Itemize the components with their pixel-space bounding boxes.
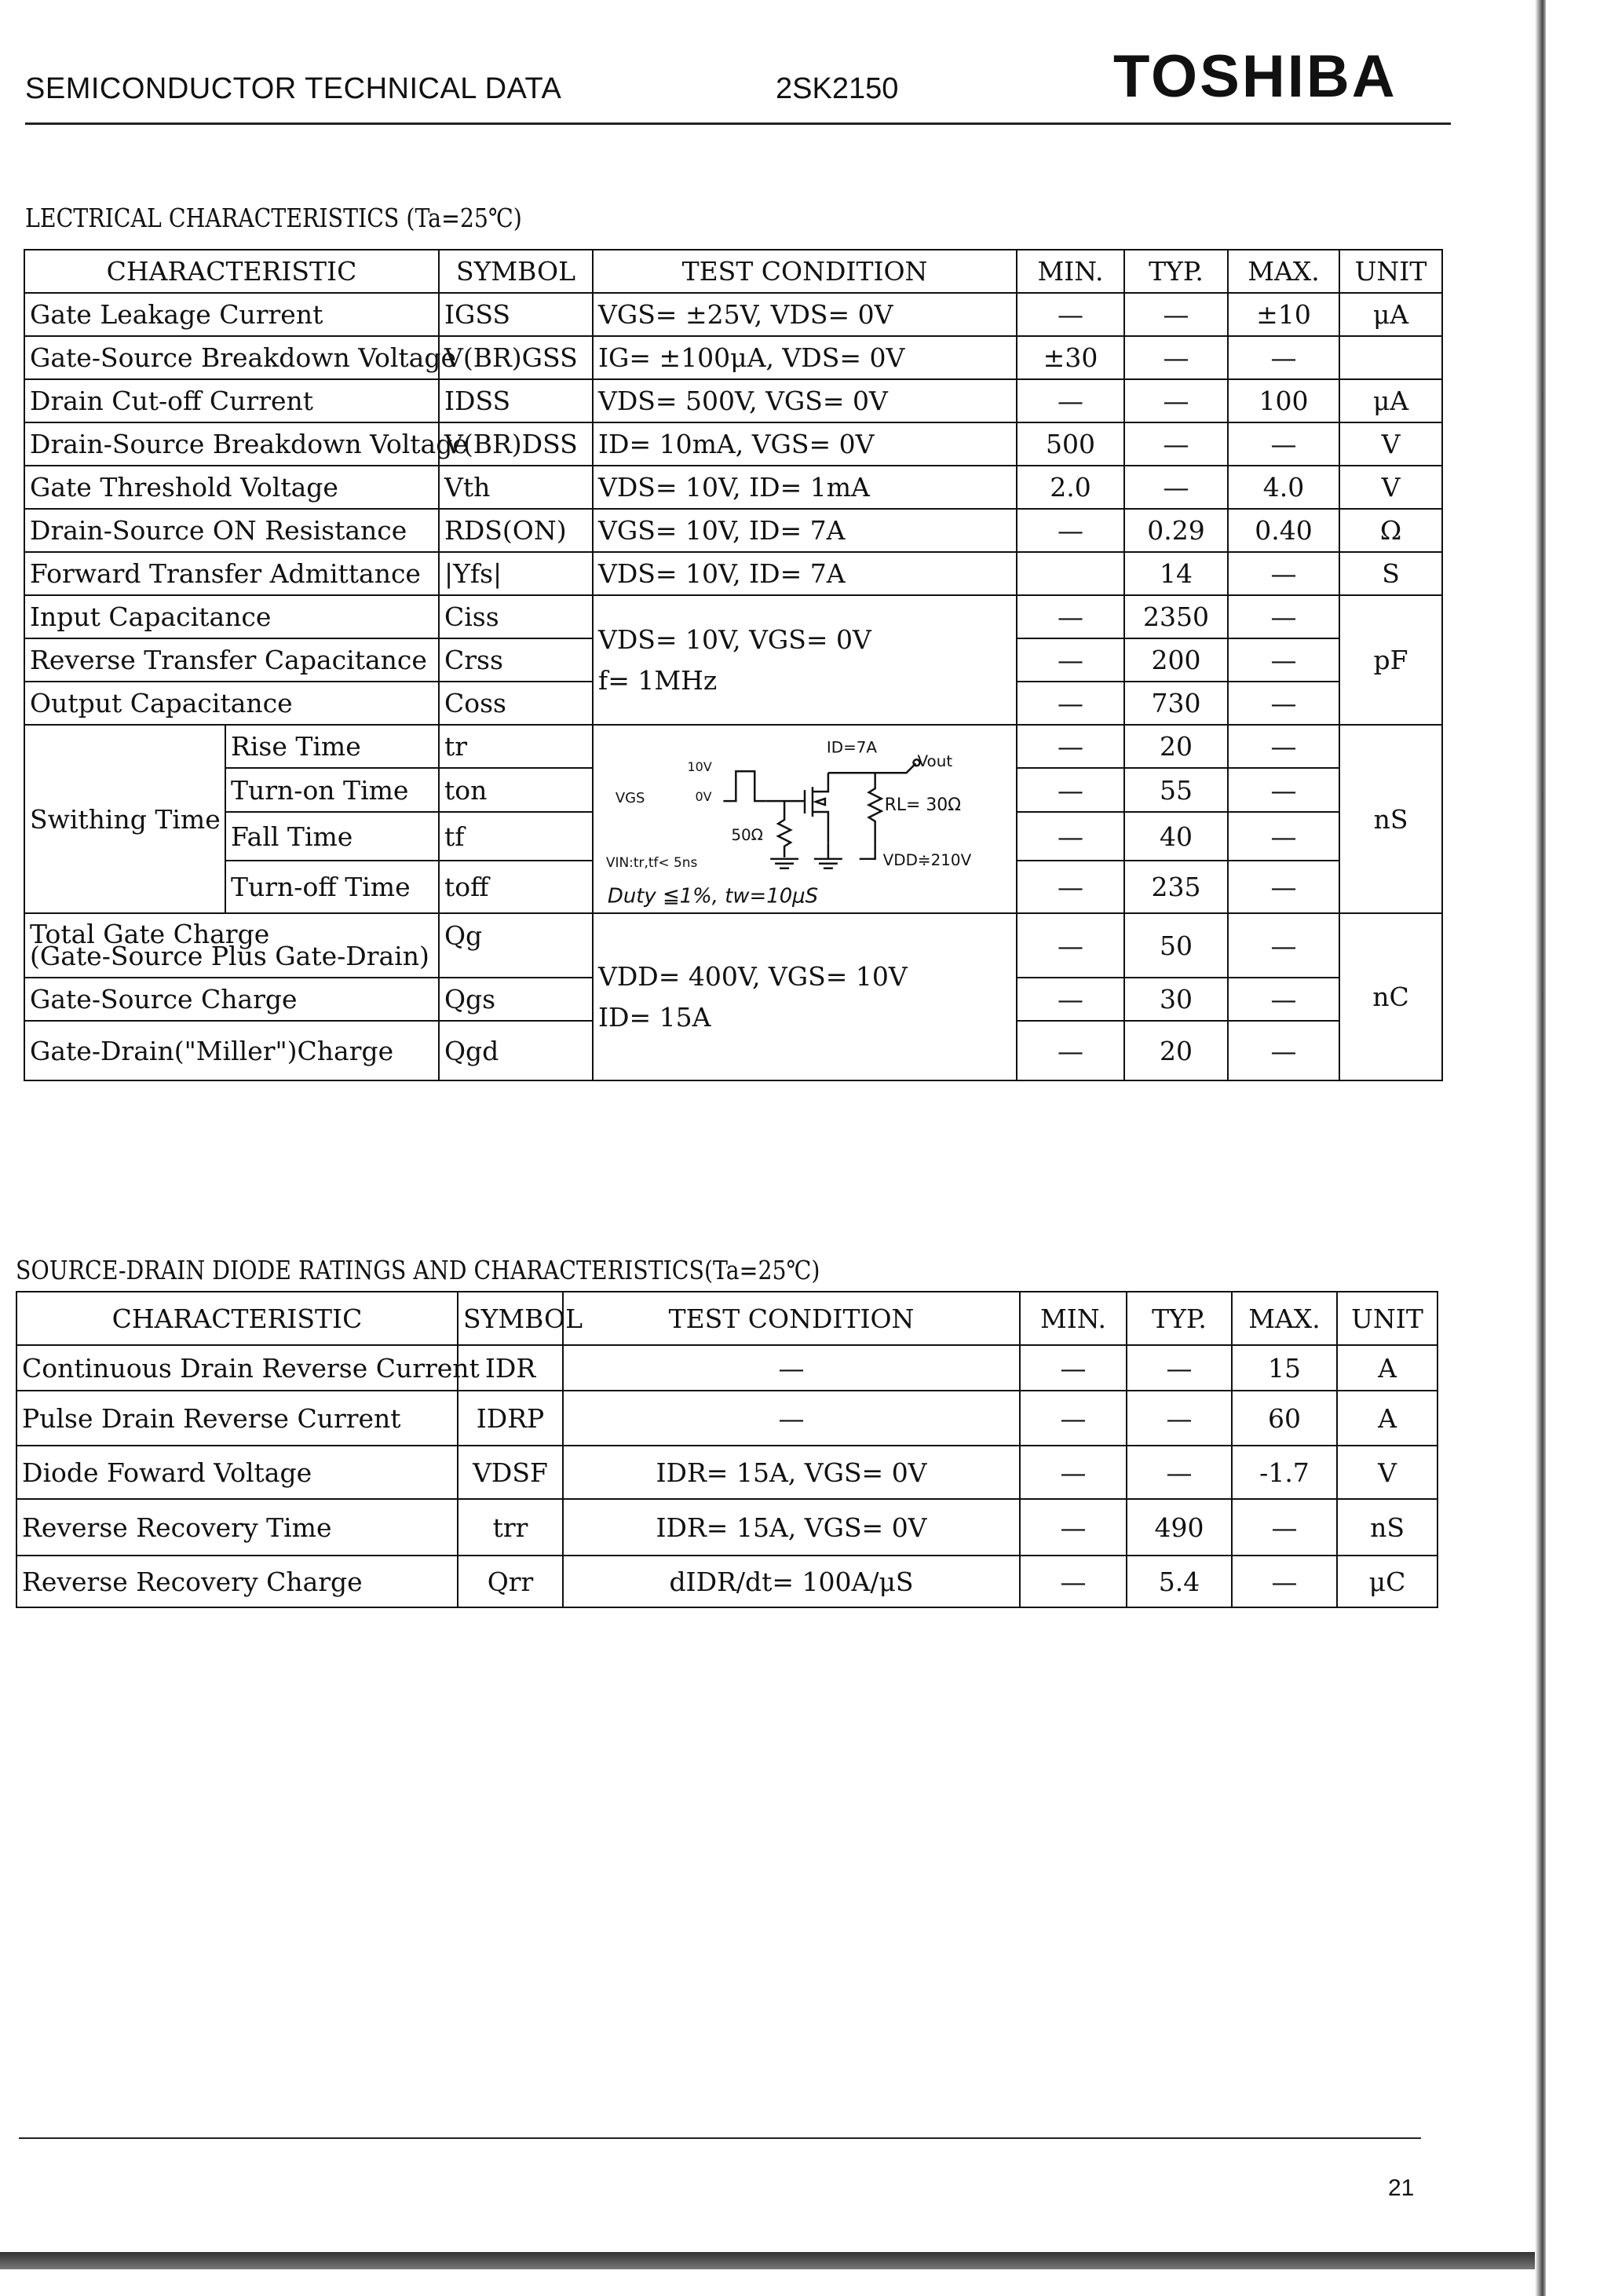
typ-cell: 14 xyxy=(1124,552,1228,595)
characteristic-cell: Fall Time xyxy=(225,812,439,861)
max-cell: — xyxy=(1228,682,1339,725)
characteristic-cell: Forward Transfer Admittance xyxy=(24,552,439,595)
max-cell: 60 xyxy=(1232,1391,1337,1446)
min-cell: — xyxy=(1020,1391,1127,1446)
condition-line: ID= 15A xyxy=(598,1001,711,1033)
symbol-cell: Vth xyxy=(439,466,593,509)
capacitance-condition-cell xyxy=(593,595,1017,725)
min-cell: — xyxy=(1017,978,1124,1021)
table-row xyxy=(16,1556,1438,1607)
characteristic-cell: Reverse Recovery Charge xyxy=(16,1556,458,1607)
table-row xyxy=(24,725,1442,768)
table-row xyxy=(24,552,1442,595)
col-header-symbol: SYMBOL xyxy=(458,1292,563,1345)
unit-cell: μC xyxy=(1337,1556,1438,1607)
max-cell: — xyxy=(1228,978,1339,1021)
typ-cell: 0.29 xyxy=(1124,509,1228,552)
min-cell: 500 xyxy=(1017,422,1124,466)
condition-cell: — xyxy=(563,1345,1020,1391)
typ-cell: — xyxy=(1127,1345,1232,1391)
condition-cell: VDS= 500V, VGS= 0V xyxy=(593,379,1017,422)
typ-cell: — xyxy=(1124,293,1228,336)
symbol-cell: toff xyxy=(439,861,593,913)
characteristic-cell: Drain-Source ON Resistance xyxy=(24,509,439,552)
source-wire xyxy=(828,843,875,859)
symbol-cell: VDSF xyxy=(458,1446,563,1499)
min-cell: — xyxy=(1017,768,1124,811)
characteristic-cell: Gate-Drain("Miller")Charge xyxy=(24,1021,439,1080)
table-row xyxy=(24,336,1442,379)
col-header-symbol: SYMBOL xyxy=(439,250,593,293)
diode-section-title: SOURCE-DRAIN DIODE RATINGS AND CHARACTERISTICS(Ta=25℃) xyxy=(16,1255,820,1285)
unit-cell: V xyxy=(1339,422,1442,466)
min-cell: — xyxy=(1020,1446,1127,1499)
unit-cell: pF xyxy=(1339,595,1442,725)
table-row xyxy=(16,1391,1438,1446)
col-header-test-condition: TEST CONDITION xyxy=(563,1292,1020,1345)
min-cell: — xyxy=(1020,1345,1127,1391)
max-cell: — xyxy=(1228,913,1339,978)
unit-cell: μA xyxy=(1339,379,1442,422)
col-header-characteristic: CHARACTERISTIC xyxy=(16,1292,458,1345)
pulse-high-label: 10V xyxy=(687,759,712,775)
drain-wire xyxy=(828,763,916,773)
characteristic-cell: Gate-Source Breakdown Voltage xyxy=(24,336,439,379)
condition-cell: ID= 10mA, VGS= 0V xyxy=(593,422,1017,466)
characteristic-cell: Gate Leakage Current xyxy=(24,293,439,336)
max-cell: — xyxy=(1228,861,1339,913)
min-cell: — xyxy=(1017,379,1124,422)
min-cell: — xyxy=(1017,595,1124,638)
typ-cell: 200 xyxy=(1124,638,1228,682)
min-cell: — xyxy=(1017,293,1124,336)
condition-cell: VDS= 10V, ID= 1mA xyxy=(593,466,1017,509)
typ-cell: — xyxy=(1124,466,1228,509)
vout-terminal xyxy=(913,759,919,766)
document-title: SEMICONDUCTOR TECHNICAL DATA xyxy=(25,72,562,105)
max-cell: — xyxy=(1228,725,1339,768)
max-cell: 4.0 xyxy=(1228,466,1339,509)
condition-line: VDD= 400V, VGS= 10V xyxy=(598,960,908,992)
unit-cell: μA xyxy=(1339,293,1442,336)
characteristic-cell: Gate Threshold Voltage xyxy=(24,466,439,509)
load-resistor xyxy=(869,773,882,843)
unit-cell: nC xyxy=(1339,913,1442,1080)
vgs-label: VGS xyxy=(615,790,645,807)
condition-cell: dIDR/dt= 100A/μS xyxy=(563,1556,1020,1607)
unit-cell: A xyxy=(1337,1391,1438,1446)
table-row xyxy=(24,293,1442,336)
condition-line: VDS= 10V, VGS= 0V xyxy=(598,623,871,655)
unit-cell: S xyxy=(1339,552,1442,595)
unit-cell xyxy=(1339,336,1442,379)
min-cell: — xyxy=(1020,1499,1127,1556)
condition-cell: IDR= 15A, VGS= 0V xyxy=(563,1446,1020,1499)
typ-cell: 5.4 xyxy=(1127,1556,1232,1607)
min-cell xyxy=(1017,552,1124,595)
min-cell: — xyxy=(1017,509,1124,552)
unit-cell: nS xyxy=(1339,725,1442,913)
max-cell: — xyxy=(1232,1556,1337,1607)
typ-cell: 40 xyxy=(1124,812,1228,861)
col-header-min: MIN. xyxy=(1017,250,1124,293)
unit-cell: V xyxy=(1337,1446,1438,1499)
max-cell: — xyxy=(1228,812,1339,861)
symbol-cell: IDR xyxy=(458,1345,563,1391)
min-cell: — xyxy=(1020,1556,1127,1607)
typ-cell: 20 xyxy=(1124,1021,1228,1080)
max-cell: — xyxy=(1228,1021,1339,1080)
max-cell: — xyxy=(1228,336,1339,379)
switching-test-circuit-diagram xyxy=(594,726,1016,912)
min-cell: — xyxy=(1017,913,1124,978)
electrical-section-title: LECTRICAL CHARACTERISTICS (Ta=25℃) xyxy=(25,203,522,233)
symbol-cell: V(BR)GSS xyxy=(439,336,593,379)
characteristic-cell: Drain-Source Breakdown Voltage xyxy=(24,422,439,466)
table-row xyxy=(24,422,1442,466)
col-header-max: MAX. xyxy=(1232,1292,1337,1345)
scan-border-bottom xyxy=(0,2252,1543,2269)
min-cell: — xyxy=(1017,812,1124,861)
typ-cell: — xyxy=(1124,422,1228,466)
typ-cell: — xyxy=(1124,379,1228,422)
typ-cell: 490 xyxy=(1127,1499,1232,1556)
table-row xyxy=(24,466,1442,509)
max-cell: — xyxy=(1228,552,1339,595)
gate-resistor xyxy=(778,801,791,857)
duty-label: Duty ≦1%, tw=10μS xyxy=(607,884,819,909)
max-cell: 15 xyxy=(1232,1345,1337,1391)
source-drain-diode-table xyxy=(16,1291,1438,1608)
characteristic-line: (Gate-Source Plus Gate-Drain) xyxy=(30,941,429,971)
symbol-cell: IGSS xyxy=(439,293,593,336)
characteristic-cell: Turn-on Time xyxy=(225,768,439,811)
condition-line: f= 1MHz xyxy=(598,664,718,696)
symbol-cell: IDSS xyxy=(439,379,593,422)
typ-cell: 30 xyxy=(1124,978,1228,1021)
table-row xyxy=(24,595,1442,638)
part-number: 2SK2150 xyxy=(776,72,899,105)
min-cell: — xyxy=(1017,861,1124,913)
characteristic-line: Total Gate Charge xyxy=(30,919,270,949)
symbol-cell: Qgd xyxy=(439,1021,593,1080)
col-header-characteristic: CHARACTERISTIC xyxy=(24,250,439,293)
max-cell: — xyxy=(1228,638,1339,682)
col-header-test-condition: TEST CONDITION xyxy=(593,250,1017,293)
page-number: 21 xyxy=(1388,2175,1415,2201)
symbol-cell: IDRP xyxy=(458,1391,563,1446)
symbol-cell: |Yfs| xyxy=(439,552,593,595)
max-cell: — xyxy=(1228,595,1339,638)
unit-cell: V xyxy=(1339,466,1442,509)
condition-cell: IDR= 15A, VGS= 0V xyxy=(563,1499,1020,1556)
typ-cell: — xyxy=(1127,1391,1232,1446)
typ-cell: 2350 xyxy=(1124,595,1228,638)
id-label: ID=7A xyxy=(826,738,878,757)
table-row xyxy=(16,1446,1438,1499)
col-header-typ: TYP. xyxy=(1124,250,1228,293)
electrical-characteristics-table xyxy=(24,249,1443,1081)
col-header-min: MIN. xyxy=(1020,1292,1127,1345)
characteristic-cell: Diode Foward Voltage xyxy=(16,1446,458,1499)
typ-cell: 55 xyxy=(1124,768,1228,811)
min-cell: ±30 xyxy=(1017,336,1124,379)
min-cell: 2.0 xyxy=(1017,466,1124,509)
rl-label: RL= 30Ω xyxy=(884,795,961,816)
characteristic-cell: Pulse Drain Reverse Current xyxy=(16,1391,458,1446)
switching-circuit-cell xyxy=(593,725,1017,913)
unit-cell: Ω xyxy=(1339,509,1442,552)
mosfet-symbol xyxy=(805,773,828,843)
table-row xyxy=(16,1345,1438,1391)
typ-cell: — xyxy=(1127,1446,1232,1499)
max-cell: — xyxy=(1228,768,1339,811)
typ-cell: — xyxy=(1124,336,1228,379)
max-cell: — xyxy=(1228,422,1339,466)
vdd-label: VDD≑210V xyxy=(882,850,972,869)
max-cell: 100 xyxy=(1228,379,1339,422)
symbol-cell: ton xyxy=(439,768,593,811)
symbol-cell: Qg xyxy=(439,913,593,978)
symbol-cell: Ciss xyxy=(439,595,593,638)
characteristic-cell: Output Capacitance xyxy=(24,682,439,725)
symbol-cell: V(BR)DSS xyxy=(439,422,593,466)
scan-border-right xyxy=(1535,0,1546,2296)
symbol-cell: Crss xyxy=(439,638,593,682)
characteristic-cell: Input Capacitance xyxy=(24,595,439,638)
table-row xyxy=(16,1499,1438,1556)
characteristic-cell: Turn-off Time xyxy=(225,861,439,913)
table-header-row xyxy=(16,1292,1438,1345)
symbol-cell: tf xyxy=(439,812,593,861)
characteristic-cell: Reverse Transfer Capacitance xyxy=(24,638,439,682)
gate-pulse-symbol xyxy=(723,771,765,801)
characteristic-cell: Gate-Source Charge xyxy=(24,978,439,1021)
characteristic-cell: Rise Time xyxy=(225,725,439,768)
col-header-unit: UNIT xyxy=(1339,250,1442,293)
vin-label: VIN:tr,tf< 5ns xyxy=(605,854,698,870)
symbol-cell: Coss xyxy=(439,682,593,725)
typ-cell: 20 xyxy=(1124,725,1228,768)
condition-cell: — xyxy=(563,1391,1020,1446)
typ-cell: 50 xyxy=(1124,913,1228,978)
max-cell: -1.7 xyxy=(1232,1446,1337,1499)
brand-logo: TOSHIBA xyxy=(1113,43,1397,110)
typ-cell: 730 xyxy=(1124,682,1228,725)
table-row xyxy=(24,913,1442,978)
col-header-typ: TYP. xyxy=(1127,1292,1232,1345)
symbol-cell: tr xyxy=(439,725,593,768)
footer-rule xyxy=(19,2137,1421,2139)
characteristic-cell xyxy=(24,913,439,978)
characteristic-cell: Reverse Recovery Time xyxy=(16,1499,458,1556)
header-rule xyxy=(25,122,1451,125)
characteristic-cell: Continuous Drain Reverse Current xyxy=(16,1345,458,1391)
unit-cell: nS xyxy=(1337,1499,1438,1556)
col-header-unit: UNIT xyxy=(1337,1292,1438,1345)
col-header-max: MAX. xyxy=(1228,250,1339,293)
characteristic-cell: Drain Cut-off Current xyxy=(24,379,439,422)
min-cell: — xyxy=(1017,638,1124,682)
min-cell: — xyxy=(1017,682,1124,725)
gate-charge-condition-cell xyxy=(593,913,1017,1080)
ground-rail xyxy=(770,859,842,868)
max-cell: — xyxy=(1232,1499,1337,1556)
table-row xyxy=(24,509,1442,552)
symbol-cell: Qrr xyxy=(458,1556,563,1607)
symbol-cell: trr xyxy=(458,1499,563,1556)
table-row xyxy=(24,379,1442,422)
condition-cell: VGS= 10V, ID= 7A xyxy=(593,509,1017,552)
min-cell: — xyxy=(1017,1021,1124,1080)
table-header-row xyxy=(24,250,1442,293)
symbol-cell: Qgs xyxy=(439,978,593,1021)
max-cell: ±10 xyxy=(1228,293,1339,336)
symbol-cell: RDS(ON) xyxy=(439,509,593,552)
vout-label: Vout xyxy=(917,752,953,771)
max-cell: 0.40 xyxy=(1228,509,1339,552)
condition-cell: IG= ±100μA, VDS= 0V xyxy=(593,336,1017,379)
pulse-low-label: 0V xyxy=(695,789,712,805)
typ-cell: 235 xyxy=(1124,861,1228,913)
min-cell: — xyxy=(1017,725,1124,768)
condition-cell: VDS= 10V, ID= 7A xyxy=(593,552,1017,595)
condition-cell: VGS= ±25V, VDS= 0V xyxy=(593,293,1017,336)
unit-cell: A xyxy=(1337,1345,1438,1391)
rg-label: 50Ω xyxy=(731,825,763,844)
switching-group-label: Swithing Time xyxy=(24,725,225,913)
